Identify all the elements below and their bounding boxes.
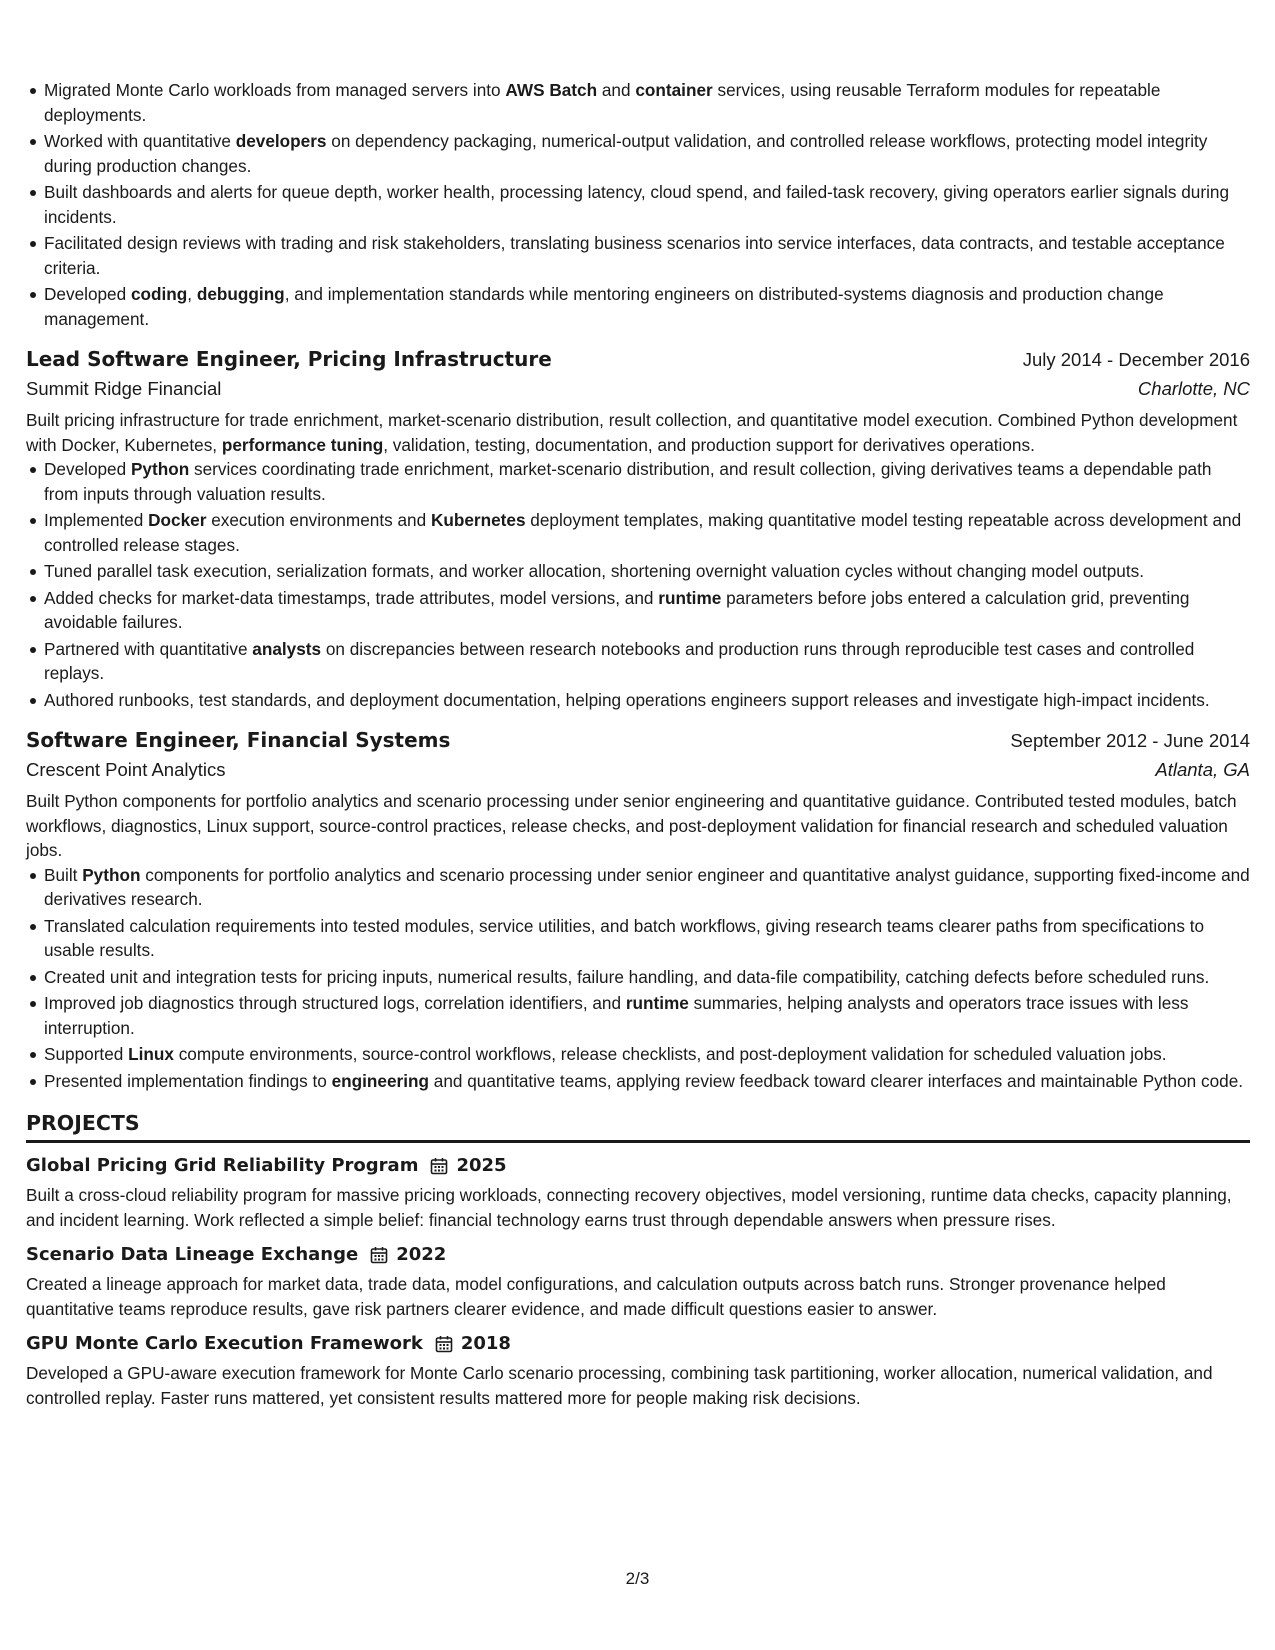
bullet-item: Created unit and integration tests for pricing inputs, numerical results, failure handling, and data-file compatibility, catching defects before scheduled runs. xyxy=(44,965,1250,990)
experience-continued-bullets xyxy=(26,78,1250,331)
bullet-item: Worked with quantitative developers on dependency packaging, numerical-output validation, and controlled release workflows, protecting model integrity during production changes. xyxy=(44,129,1250,178)
bullet-item: Improved job diagnostics through structured logs, correlation identifiers, and runtime summaries, helping analysts and operators trace issues with less interruption. xyxy=(44,991,1250,1040)
bullet-item: Facilitated design reviews with trading and risk stakeholders, translating business scenarios into service interfaces, data contracts, and testable acceptance criteria. xyxy=(44,231,1250,280)
job-bullets xyxy=(26,457,1250,712)
bullet-item: Authored runbooks, test standards, and deployment documentation, helping operations engineers support releases and investigate high-impact incidents. xyxy=(44,688,1250,713)
bullet-item: Migrated Monte Carlo workloads from managed servers into AWS Batch and container services, using reusable Terraform modules for repeatable deployments. xyxy=(44,78,1250,127)
resume-page xyxy=(26,78,1250,1410)
bullet-item: Presented implementation findings to engineering and quantitative teams, applying review feedback toward clearer interfaces and maintainable Python code. xyxy=(44,1069,1250,1094)
bullet-item: Tuned parallel task execution, serialization formats, and worker allocation, shortening overnight valuation cycles without changing model outputs. xyxy=(44,559,1250,584)
project-title: GPU Monte Carlo Execution Framework xyxy=(26,1333,423,1354)
job-title: Lead Software Engineer, Pricing Infrastructure xyxy=(26,347,552,371)
calendar-icon xyxy=(435,1335,453,1353)
project-year: 2022 xyxy=(396,1244,447,1265)
bullet-item: Developed coding, debugging, and implementation standards while mentoring engineers on distributed-systems diagnosis and production change management. xyxy=(44,282,1250,331)
job-location: Atlanta, GA xyxy=(1155,759,1250,780)
project-title: Global Pricing Grid Reliability Program xyxy=(26,1155,419,1176)
company-name: Summit Ridge Financial xyxy=(26,378,222,399)
project-year: 2018 xyxy=(460,1333,511,1354)
bullet-item: Added checks for market-data timestamps, trade attributes, model versions, and runtime parameters before jobs entered a calculation grid, preventing avoidable failures. xyxy=(44,586,1250,635)
job-location: Charlotte, NC xyxy=(1137,378,1250,399)
project-description: Created a lineage approach for market data, trade data, model configurations, and calculation outputs across batch runs. Stronger provenance helped quantitative teams reproduce results, gave risk partners clearer evidence, and made difficult questions easier to answer. xyxy=(26,1274,1166,1319)
job-title: Software Engineer, Financial Systems xyxy=(26,728,451,752)
calendar-icon xyxy=(370,1246,388,1264)
job-dates: July 2014 - December 2016 xyxy=(1022,349,1250,370)
project-entry xyxy=(26,1331,1250,1410)
project-entry xyxy=(26,1153,1250,1232)
project-title: Scenario Data Lineage Exchange xyxy=(26,1244,359,1265)
calendar-icon xyxy=(430,1157,448,1175)
job-summary: Built pricing infrastructure for trade enrichment, market-scenario distribution, result collection, and quantitative model execution. Combined Python development with Docker, Kubernetes, performance tuning, validation, testing, documentation, and production support for derivatives operations. xyxy=(26,410,1238,455)
page-number: 2/3 xyxy=(625,1569,650,1588)
bullet-item: Built dashboards and alerts for queue depth, worker health, processing latency, cloud spend, and failed-task recovery, giving operators earlier signals during incidents. xyxy=(44,180,1250,229)
bullet-item: Built Python components for portfolio analytics and scenario processing under senior engineer and quantitative analyst guidance, supporting fixed-income and derivatives research. xyxy=(44,863,1250,912)
bullet-item: Supported Linux compute environments, source-control workflows, release checklists, and post-deployment validation for scheduled valuation jobs. xyxy=(44,1042,1250,1067)
bullet-item: Implemented Docker execution environments and Kubernetes deployment templates, making quantitative model testing repeatable across development and controlled release stages. xyxy=(44,508,1250,557)
job-dates: September 2012 - June 2014 xyxy=(1010,730,1250,751)
job-bullets xyxy=(26,863,1250,1094)
project-year: 2025 xyxy=(456,1155,507,1176)
project-description: Developed a GPU-aware execution framework for Monte Carlo scenario processing, combining task partitioning, worker allocation, numerical validation, and controlled replay. Faster runs mattered, yet consistent results mattered more for people making risk decisions. xyxy=(26,1363,1213,1408)
project-description: Built a cross-cloud reliability program for massive pricing workloads, connecting recovery objectives, model versioning, runtime data checks, capacity planning, and incident learning. Work reflected a simple belief: financial technology earns trust through dependable answers when pressure rises. xyxy=(26,1185,1232,1230)
project-entry xyxy=(26,1242,1250,1321)
job-summary: Built Python components for portfolio analytics and scenario processing under senior engineering and quantitative guidance. Contributed tested modules, batch workflows, diagnostics, Linux support, source-control practices, release checks, and post-deployment validation for financial research and scheduled valuation jobs. xyxy=(26,791,1237,860)
company-name: Crescent Point Analytics xyxy=(26,759,226,780)
bullet-item: Translated calculation requirements into tested modules, service utilities, and batch workflows, giving research teams clearer paths from specifications to usable results. xyxy=(44,914,1250,963)
bullet-item: Partnered with quantitative analysts on discrepancies between research notebooks and production runs through reproducible test cases and controlled replays. xyxy=(44,637,1250,686)
job-entry xyxy=(26,345,1250,712)
bullet-item: Developed Python services coordinating trade enrichment, market-scenario distribution, and result collection, giving derivatives teams a dependable path from inputs through valuation results. xyxy=(44,457,1250,506)
projects-heading: PROJECTS xyxy=(26,1109,1250,1143)
job-entry xyxy=(26,726,1250,1093)
